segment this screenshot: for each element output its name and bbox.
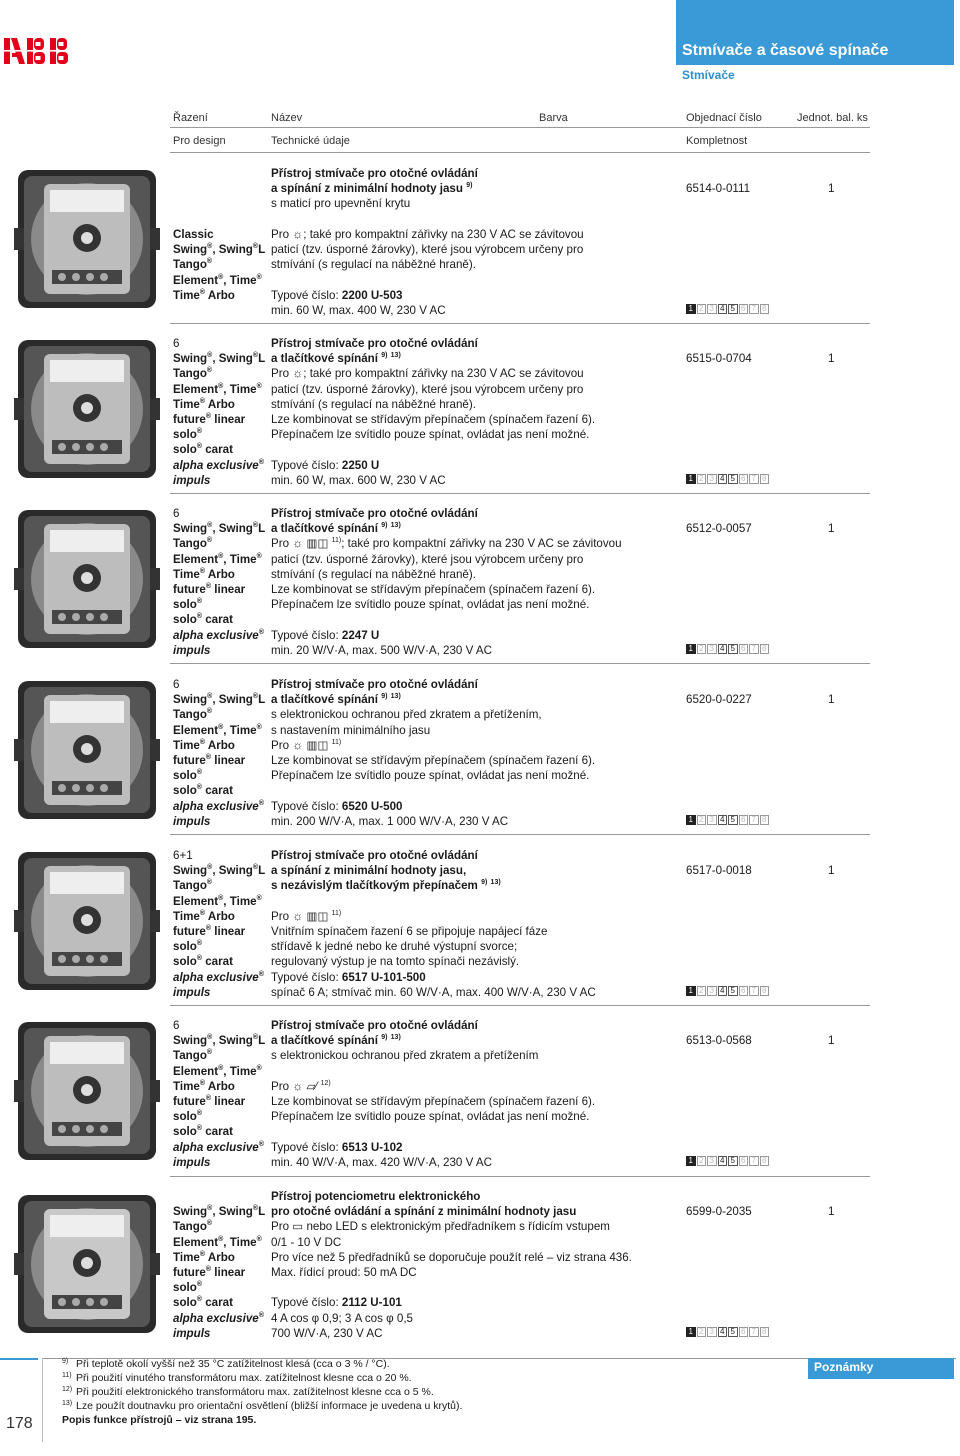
dimmer-insert-photo <box>14 677 160 823</box>
technical-line: spínač 6 A; stmívač min. 60 W/V·A, max. 400 W/V·A, 230 V AC <box>271 985 596 999</box>
product-divider <box>170 1176 870 1177</box>
col-header-nazev: Název <box>271 112 303 124</box>
completeness-box: 1 <box>686 1327 696 1337</box>
technical-line: a tlačítkové spínání $^{9)}$ $^{13)}$ <box>271 1034 401 1048</box>
completeness-box: 4 <box>718 644 728 654</box>
technical-line: pro otočné ovládání a spínání z minimální hodnoty jasu <box>271 1205 577 1219</box>
completeness-box: 2 <box>697 474 707 484</box>
completeness-box: 2 <box>697 644 707 654</box>
technical-line: Přepínačem lze svítidlo pouze spínat, ovládat jas není možné. <box>271 428 590 442</box>
pack-quantity: 1 <box>828 1034 835 1047</box>
product-divider <box>170 663 870 664</box>
completeness-box: 6 <box>739 644 749 654</box>
completeness-box: 8 <box>760 1327 770 1337</box>
completeness-box: 2 <box>697 815 707 825</box>
design-item: Swing®, Swing®L <box>173 864 266 878</box>
design-item: Classic <box>173 228 214 241</box>
footer-vertical-divider <box>42 1358 43 1442</box>
technical-line <box>271 1280 681 1295</box>
technical-line: Přepínačem lze svítidlo pouze spínat, ovládat jas není možné. <box>271 769 590 783</box>
abb-logo <box>2 36 74 66</box>
order-number: 6515-0-0704 <box>686 352 752 365</box>
technical-line: s nezávislým tlačítkovým přepínačem $^{9)}$ $^{13)}$ <box>271 879 501 893</box>
design-item: Tango® <box>173 708 213 722</box>
footnote: 11) Při použití vinutého transformátoru max. zatížitelnost klesne cca o 20 %. <box>62 1371 412 1384</box>
completeness-box: 5 <box>728 986 738 996</box>
design-item: Element®, Time® <box>173 552 262 566</box>
design-item: impuls <box>173 473 211 487</box>
completeness-box: 2 <box>697 1156 707 1166</box>
technical-line: 0/1 - 10 V DC <box>271 1235 342 1249</box>
design-list <box>173 506 273 658</box>
design-item: future® linear <box>173 1094 246 1108</box>
col-header-design: Pro design <box>173 135 226 147</box>
completeness-box: 1 <box>686 815 696 825</box>
design-item: Swing®, Swing®L <box>173 522 266 536</box>
technical-line: 4 A cos φ 0,9; 3 A cos φ 0,5 <box>271 1311 414 1325</box>
completeness-boxes <box>686 644 769 654</box>
completeness-box: 2 <box>697 986 707 996</box>
completeness-box: 5 <box>728 304 738 314</box>
page-subtitle: Stmívače <box>682 68 735 82</box>
design-item: Element®, Time® <box>173 273 262 287</box>
technical-line: min. 200 W/V·A, max. 1 000 W/V·A, 230 V AC <box>271 814 509 828</box>
technical-line <box>271 212 681 227</box>
completeness-box: 7 <box>749 815 759 825</box>
design-list <box>173 1189 273 1341</box>
design-item: impuls <box>173 1326 211 1340</box>
completeness-boxes <box>686 1156 769 1166</box>
order-number: 6517-0-0018 <box>686 864 752 877</box>
dimmer-insert-photo <box>14 166 160 312</box>
design-item: 6 <box>173 1019 180 1032</box>
completeness-box: 3 <box>707 474 717 484</box>
technical-line: Typové číslo: 2250 U <box>271 458 380 472</box>
completeness-box: 1 <box>686 986 696 996</box>
completeness-box: 3 <box>707 815 717 825</box>
design-list <box>173 227 273 303</box>
technical-line: Přístroj stmívače pro otočné ovládání <box>271 678 478 691</box>
technical-line: Typové číslo: 2247 U <box>271 628 380 642</box>
technical-line: a tlačítkové spínání $^{9)}$ $^{13)}$ <box>271 522 401 536</box>
col-header-completeness: Kompletnost <box>686 135 748 147</box>
technical-line: Typové číslo: 6517 U-101-500 <box>271 970 426 984</box>
design-item: future® linear <box>173 582 246 596</box>
technical-line: Pro ▭ nebo LED s elektronickým předřadníkem s řídicím vstupem <box>271 1220 610 1234</box>
technical-line: s nastavením minimálního jasu <box>271 723 431 737</box>
technical-line: min. 60 W, max. 400 W, 230 V AC <box>271 303 446 317</box>
dimmer-insert-photo <box>14 336 160 482</box>
col-header-pack-qty: Jednot. bal. ks <box>797 112 868 124</box>
pack-quantity: 1 <box>828 864 835 877</box>
product-divider <box>170 1005 870 1006</box>
design-item: impuls <box>173 814 211 828</box>
technical-line: Pro ☼; také pro kompaktní zářivky na 230 V AC se závitovou <box>271 366 584 381</box>
completeness-box: 1 <box>686 474 696 484</box>
design-item: 6+1 <box>173 849 193 862</box>
product-divider <box>170 323 870 324</box>
technical-line: paticí (tzv. úsporné žárovky), které jsou výrobcem určeny pro <box>271 242 584 256</box>
design-item: impuls <box>173 985 211 999</box>
pack-quantity: 1 <box>828 693 835 706</box>
technical-line: Lze kombinovat se střídavým přepínačem (spínačem řazení 6). <box>271 1094 596 1108</box>
technical-line: s elektronickou ochranou před zkratem a přetížením, <box>271 708 542 722</box>
technical-data <box>271 166 681 318</box>
technical-line: Vnitřním spínačem řazení 6 se připojuje napájecí fáze <box>271 924 548 938</box>
dimmer-insert-photo <box>14 1018 160 1164</box>
design-item: Time® Arbo <box>173 738 235 752</box>
technical-data <box>271 336 681 488</box>
order-number: 6513-0-0568 <box>686 1034 752 1047</box>
completeness-box: 3 <box>707 644 717 654</box>
product-divider <box>170 493 870 494</box>
technical-line: paticí (tzv. úsporné žárovky), které jsou výrobcem určeny pro <box>271 382 584 396</box>
dimmer-insert-photo <box>14 848 160 994</box>
design-item <box>173 1189 273 1204</box>
technical-line: Typové číslo: 2112 U-101 <box>271 1296 402 1310</box>
design-item: Time® Arbo <box>173 1250 235 1264</box>
technical-line: a spínání z minimální hodnoty jasu $^{9)}$ <box>271 182 473 196</box>
design-item: solo® <box>173 598 203 612</box>
notes-label: Poznámky <box>808 1358 954 1379</box>
technical-line: Pro více než 5 předřadníků se doporučuje použít relé – viz strana 436. <box>271 1250 632 1264</box>
col-header-barva: Barva <box>539 112 568 124</box>
completeness-box: 5 <box>728 1156 738 1166</box>
footnote: 12) Při použití elektronického transformátoru max. zatížitelnost klesne cca o 5 %. <box>62 1385 434 1398</box>
design-list <box>173 1018 273 1170</box>
technical-line: Pro ☼ ▥◫ $^{11)}$ <box>271 908 342 923</box>
design-item: Tango® <box>173 1049 213 1063</box>
completeness-box: 5 <box>728 815 738 825</box>
design-item: Element®, Time® <box>173 1064 262 1078</box>
potentiometer-insert-photo <box>14 1191 160 1337</box>
technical-line <box>271 442 681 457</box>
design-item: alpha exclusive® <box>173 799 264 813</box>
design-item: Tango® <box>173 537 213 551</box>
technical-data <box>271 677 681 829</box>
completeness-box: 5 <box>728 644 738 654</box>
completeness-box: 8 <box>760 986 770 996</box>
technical-line: a spínání z minimální hodnoty jasu, <box>271 864 467 878</box>
design-item: alpha exclusive® <box>173 1311 264 1325</box>
design-item: alpha exclusive® <box>173 970 264 984</box>
completeness-box: 6 <box>739 1327 749 1337</box>
pack-quantity: 1 <box>828 352 835 365</box>
completeness-box: 2 <box>697 304 707 314</box>
technical-data <box>271 848 681 1000</box>
design-item: future® linear <box>173 412 246 426</box>
completeness-box: 6 <box>739 474 749 484</box>
technical-line: paticí (tzv. úsporné žárovky), které jsou výrobcem určeny pro <box>271 552 584 566</box>
completeness-box: 1 <box>686 304 696 314</box>
design-item: Tango® <box>173 1220 213 1234</box>
technical-line <box>271 1124 681 1139</box>
technical-line <box>271 612 681 627</box>
completeness-box: 5 <box>728 474 738 484</box>
technical-line: Přístroj stmívače pro otočné ovládání <box>271 1019 478 1032</box>
design-item: Time® Arbo <box>173 567 235 581</box>
technical-line <box>271 894 681 909</box>
design-item: future® linear <box>173 924 246 938</box>
pack-quantity: 1 <box>828 1205 835 1218</box>
completeness-box: 8 <box>760 1156 770 1166</box>
design-item: solo® <box>173 769 203 783</box>
technical-line: Pro ☼; také pro kompaktní zářivky na 230 V AC se závitovou <box>271 226 584 241</box>
completeness-boxes <box>686 986 769 996</box>
completeness-boxes <box>686 474 769 484</box>
technical-line: stmívání (s regulací na náběžné hraně). <box>271 567 476 581</box>
design-list <box>173 336 273 488</box>
technical-line: Přístroj stmívače pro otočné ovládání <box>271 337 478 350</box>
technical-line: a tlačítkové spínání $^{9)}$ $^{13)}$ <box>271 352 401 366</box>
completeness-box: 6 <box>739 1156 749 1166</box>
technical-line: Typové číslo: 2200 U-503 <box>271 288 403 302</box>
design-item: Time® Arbo <box>173 909 235 923</box>
design-item: impuls <box>173 643 211 657</box>
design-item: Element®, Time® <box>173 1235 262 1249</box>
design-item: Element®, Time® <box>173 382 262 396</box>
design-item: solo® carat <box>173 784 233 798</box>
design-list <box>173 677 273 829</box>
pack-quantity: 1 <box>828 182 835 195</box>
technical-line: Typové číslo: 6513 U-102 <box>271 1140 403 1154</box>
design-list <box>173 848 273 1000</box>
completeness-box: 4 <box>718 474 728 484</box>
technical-line: regulovaný výstup je na tomto spínači nezávislý. <box>271 955 520 969</box>
function-description-link[interactable]: Popis funkce přístrojů – viz strana 195. <box>62 1414 257 1426</box>
technical-line: Přepínačem lze svítidlo pouze spínat, ovládat jas není možné. <box>271 1110 590 1124</box>
technical-line: Lze kombinovat se střídavým přepínačem (spínačem řazení 6). <box>271 412 596 426</box>
completeness-box: 6 <box>739 304 749 314</box>
technical-line: Přístroj potenciometru elektronického <box>271 1190 481 1203</box>
technical-line: 700 W/V·A, 230 V AC <box>271 1326 383 1340</box>
design-item: alpha exclusive® <box>173 628 264 642</box>
technical-line: a tlačítkové spínání $^{9)}$ $^{13)}$ <box>271 693 401 707</box>
technical-line: Přístroj stmívače pro otočné ovládání <box>271 507 478 520</box>
design-item: Swing®, Swing®L <box>173 1205 266 1219</box>
completeness-box: 1 <box>686 644 696 654</box>
technical-line: Přístroj stmívače pro otočné ovládání <box>271 167 478 180</box>
completeness-box: 7 <box>749 304 759 314</box>
design-item: Swing®, Swing®L <box>173 693 266 707</box>
design-item: Tango® <box>173 367 213 381</box>
design-item: solo® carat <box>173 1296 233 1310</box>
design-item: Time® Arbo <box>173 1079 235 1093</box>
technical-line: Pro ☼ ▥◫ $^{11)}$; také pro kompaktní zářivky na 230 V AC se závitovou <box>271 536 622 551</box>
completeness-box: 4 <box>718 1327 728 1337</box>
completeness-box: 1 <box>686 1156 696 1166</box>
technical-line: stmívání (s regulací na náběžné hraně). <box>271 258 476 272</box>
completeness-box: 3 <box>707 1156 717 1166</box>
technical-line: Přístroj stmívače pro otočné ovládání <box>271 849 478 862</box>
design-item: 6 <box>173 337 180 350</box>
technical-line <box>271 1064 681 1079</box>
design-item: future® linear <box>173 1265 246 1279</box>
completeness-box: 4 <box>718 1156 728 1166</box>
completeness-boxes <box>686 815 769 825</box>
design-item: Element®, Time® <box>173 894 262 908</box>
technical-line: s maticí pro upevnění krytu <box>271 197 411 211</box>
completeness-box: 3 <box>707 304 717 314</box>
completeness-box: 4 <box>718 304 728 314</box>
page-number: 178 <box>6 1415 33 1432</box>
technical-line: Lze kombinovat se střídavým přepínačem (spínačem řazení 6). <box>271 582 596 596</box>
design-item: solo® carat <box>173 1125 233 1139</box>
design-item: 6 <box>173 507 180 520</box>
completeness-box: 4 <box>718 815 728 825</box>
col-header-razeni: Řazení <box>173 112 208 124</box>
design-item: solo® carat <box>173 613 233 627</box>
technical-line: Pro ☼ ▱⁄ $^{12)}$ <box>271 1078 331 1093</box>
completeness-box: 8 <box>760 644 770 654</box>
completeness-box: 6 <box>739 986 749 996</box>
completeness-box: 6 <box>739 815 749 825</box>
design-item: Tango® <box>173 879 213 893</box>
design-item: Time® Arbo <box>173 397 235 411</box>
design-item: solo® <box>173 1281 203 1295</box>
technical-line: min. 40 W/V·A, max. 420 W/V·A, 230 V AC <box>271 1155 492 1169</box>
design-item: solo® carat <box>173 443 233 457</box>
technical-data <box>271 506 681 658</box>
completeness-box: 7 <box>749 474 759 484</box>
design-item: alpha exclusive® <box>173 1140 264 1154</box>
technical-line: s elektronickou ochranou před zkratem a přetížením <box>271 1049 539 1063</box>
completeness-box: 2 <box>697 1327 707 1337</box>
technical-line: Max. řídicí proud: 50 mA DC <box>271 1265 417 1279</box>
design-item: solo® <box>173 1110 203 1124</box>
order-number: 6512-0-0057 <box>686 522 752 535</box>
technical-line: Pro ☼ ▥◫ $^{11)}$ <box>271 737 342 752</box>
design-item: Time® Arbo <box>173 288 235 302</box>
dimmer-insert-photo <box>14 506 160 652</box>
technical-line: Lze kombinovat se střídavým přepínačem (spínačem řazení 6). <box>271 753 596 767</box>
footnote: 9) Při teplotě okolí vyšší než 35 °C zatížitelnost klesá (cca o 3 % / °C). <box>62 1357 390 1370</box>
design-item: future® linear <box>173 753 246 767</box>
design-item: Swing®, Swing®L <box>173 352 266 366</box>
design-item: impuls <box>173 1155 211 1169</box>
technical-line: Přepínačem lze svítidlo pouze spínat, ovládat jas není možné. <box>271 598 590 612</box>
order-number: 6520-0-0227 <box>686 693 752 706</box>
technical-line: střídavě k jedné nebo ke druhé výstupní svorce; <box>271 940 518 954</box>
order-number: 6599-0-2035 <box>686 1205 752 1218</box>
order-number: 6514-0-0111 <box>686 182 751 195</box>
col-header-order-no: Objednací číslo <box>686 112 762 124</box>
completeness-box: 7 <box>749 986 759 996</box>
completeness-box: 3 <box>707 986 717 996</box>
completeness-boxes <box>686 1327 769 1337</box>
completeness-box: 7 <box>749 644 759 654</box>
page-title: Stmívače a časové spínače <box>682 42 889 59</box>
completeness-box: 5 <box>728 1327 738 1337</box>
footnote: 13) Lze použít doutnavku pro orientační osvětlení (bližší informace je uvedena u krytů). <box>62 1399 463 1412</box>
technical-line <box>271 272 681 287</box>
design-item: solo® <box>173 940 203 954</box>
header-divider <box>170 127 870 128</box>
product-divider <box>170 834 870 835</box>
technical-line: min. 60 W, max. 600 W, 230 V AC <box>271 473 446 487</box>
design-item: Swing®, Swing®L <box>173 1034 266 1048</box>
technical-line: min. 20 W/V·A, max. 500 W/V·A, 230 V AC <box>271 643 492 657</box>
technical-line: Typové číslo: 6520 U-500 <box>271 799 403 813</box>
technical-line <box>271 783 681 798</box>
technical-line: stmívání (s regulací na náběžné hraně). <box>271 397 476 411</box>
completeness-box: 4 <box>718 986 728 996</box>
design-item: alpha exclusive® <box>173 458 264 472</box>
technical-data <box>271 1189 681 1341</box>
completeness-box: 3 <box>707 1327 717 1337</box>
completeness-box: 8 <box>760 474 770 484</box>
completeness-box: 8 <box>760 815 770 825</box>
technical-data <box>271 1018 681 1170</box>
design-item: Element®, Time® <box>173 723 262 737</box>
pack-quantity: 1 <box>828 522 835 535</box>
design-item: 6 <box>173 678 180 691</box>
completeness-boxes <box>686 304 769 314</box>
completeness-box: 7 <box>749 1156 759 1166</box>
design-item: solo® carat <box>173 955 233 969</box>
col-header-tech: Technické údaje <box>271 135 350 147</box>
design-item: solo® <box>173 428 203 442</box>
design-item: Swing®, Swing®L <box>173 243 266 257</box>
completeness-box: 7 <box>749 1327 759 1337</box>
header-divider-2 <box>170 152 870 153</box>
design-item: Tango® <box>173 258 213 272</box>
completeness-box: 8 <box>760 304 770 314</box>
